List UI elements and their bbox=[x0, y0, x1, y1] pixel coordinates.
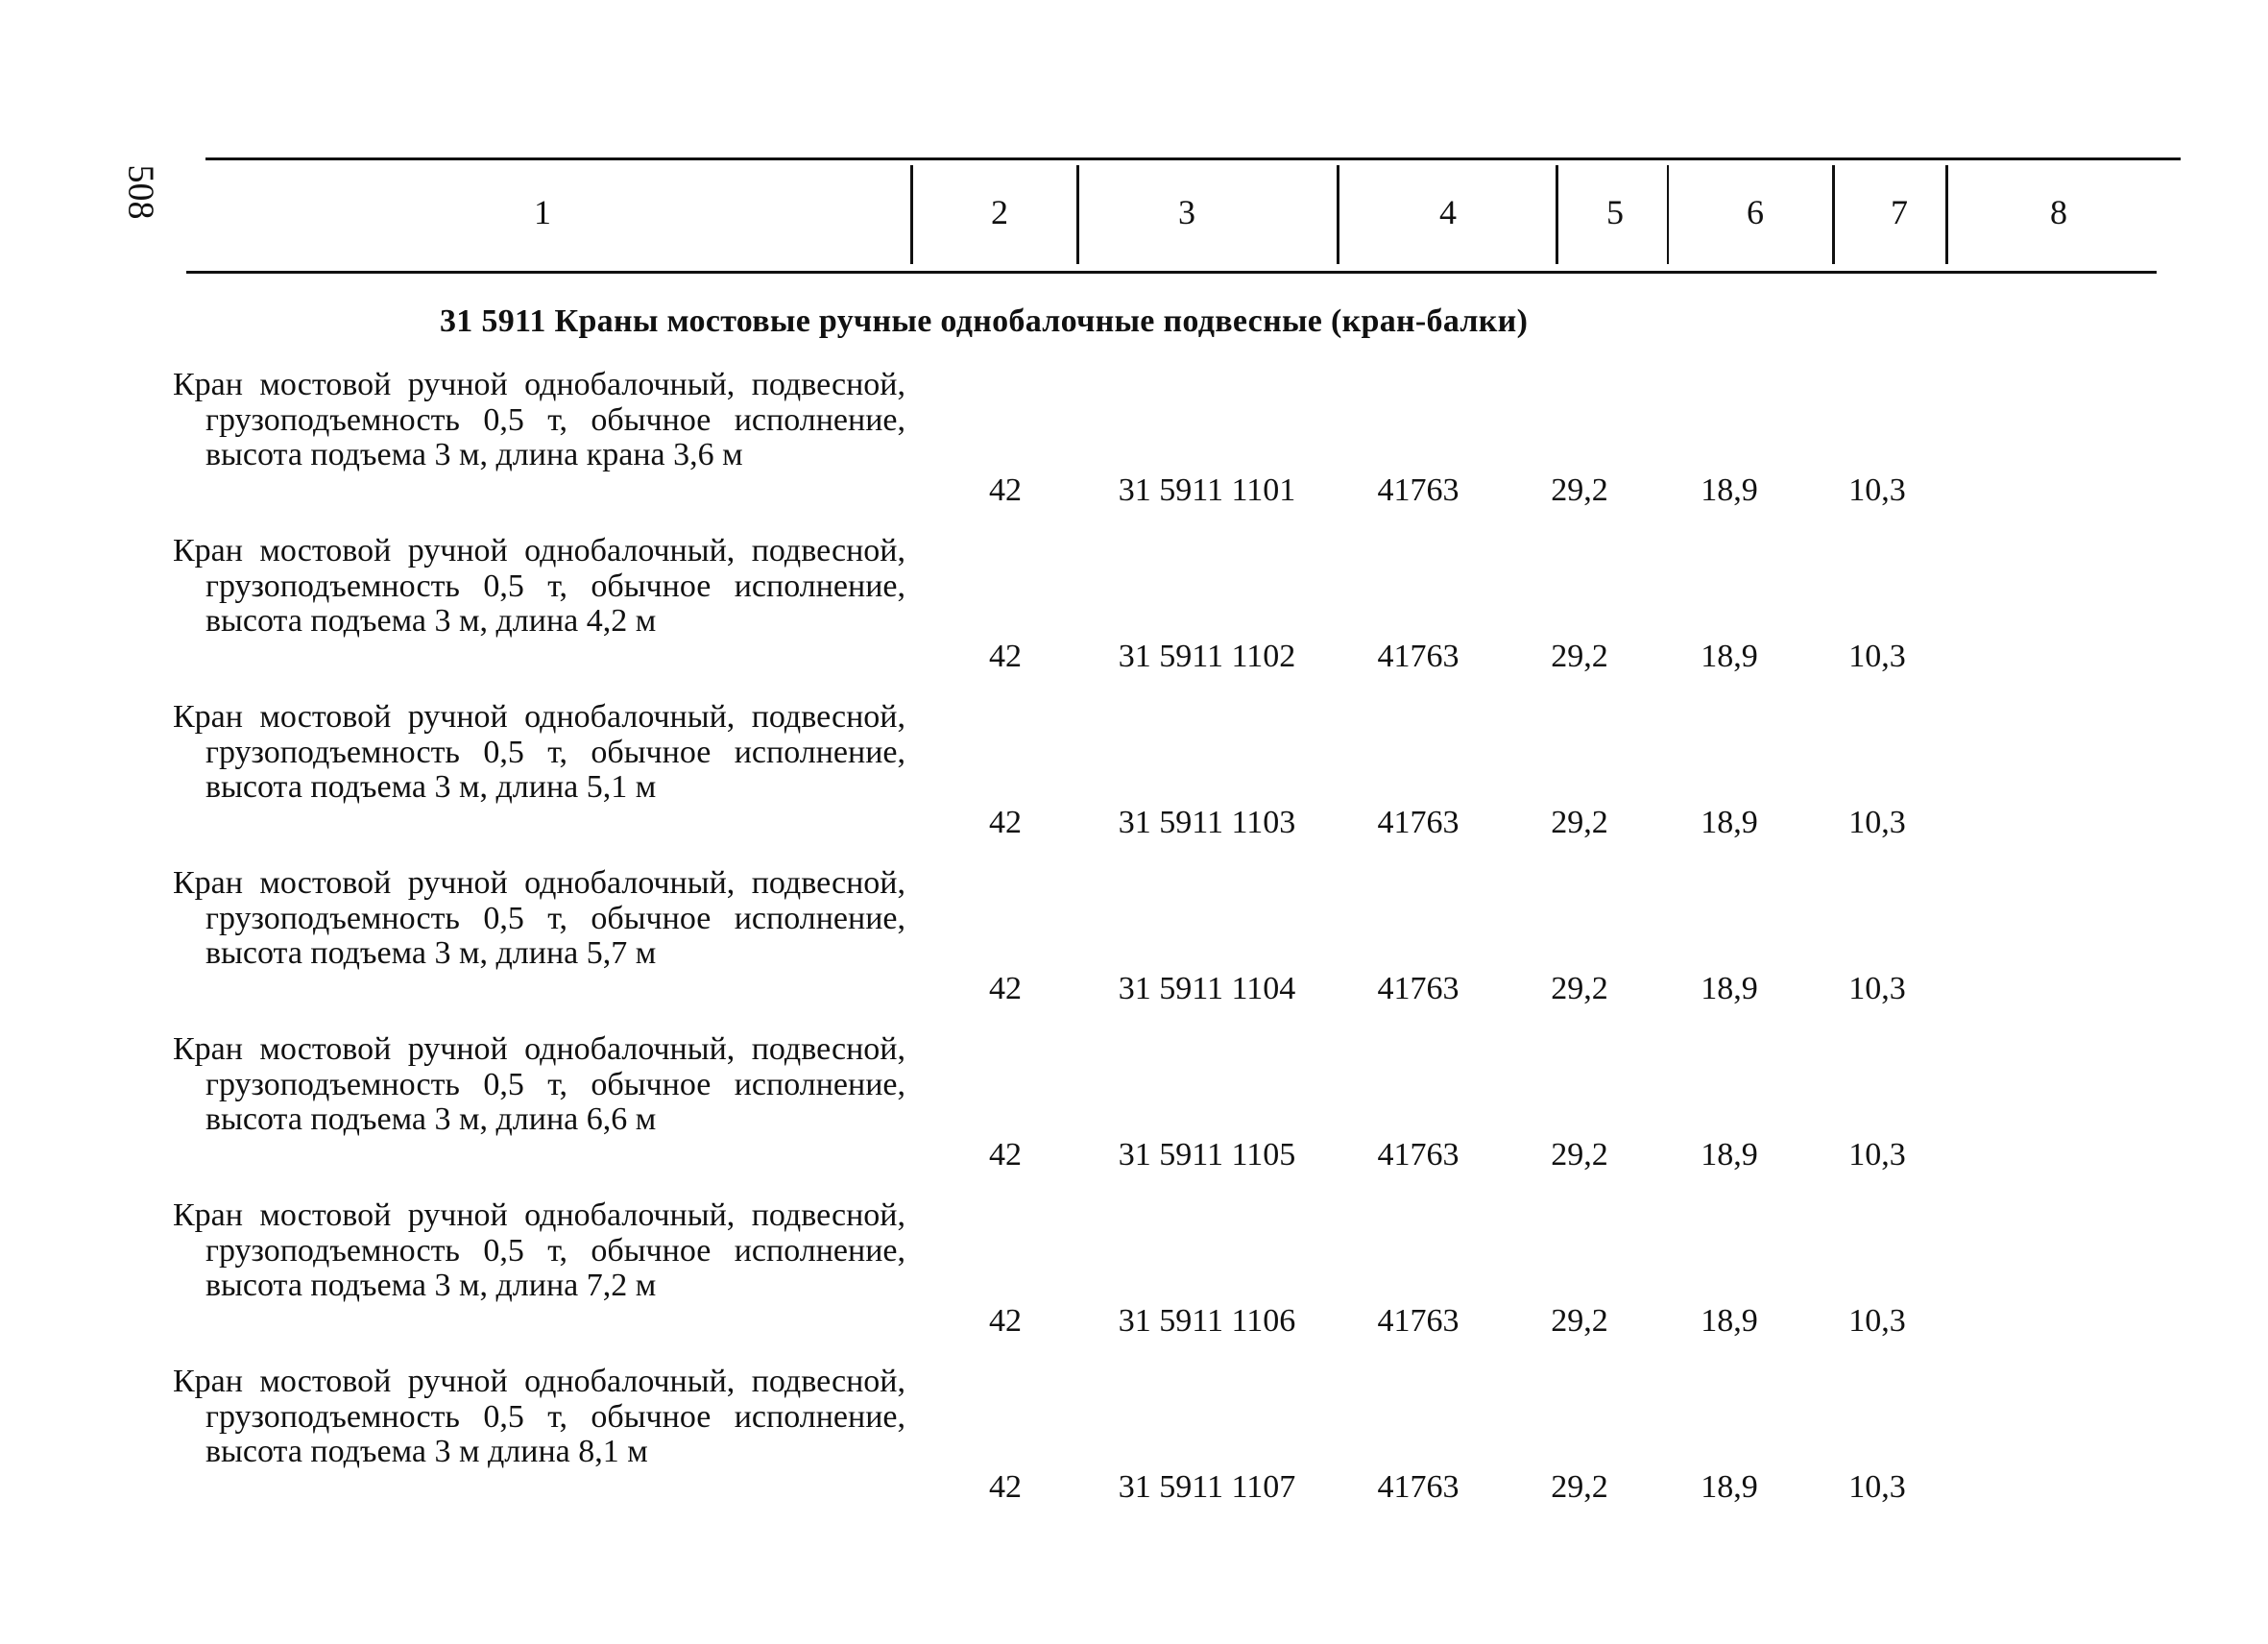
table-row bbox=[0, 1365, 2268, 1528]
cell-c6: 18,9 bbox=[1701, 639, 1758, 674]
cell-c6: 18,9 bbox=[1701, 971, 1758, 1006]
cell-c7: 10,3 bbox=[1848, 1137, 1906, 1173]
cell-c7: 10,3 bbox=[1848, 1469, 1906, 1505]
cell-c5: 29,2 bbox=[1551, 1137, 1608, 1173]
column-divider bbox=[1945, 165, 1948, 264]
table-row bbox=[0, 866, 2268, 1029]
row-description: Кран мостовой ручной однобалочный, подвесной, грузоподъемность 0,5 т, обычное исполнение, высота подъема 3 м длина 8,1 м bbox=[173, 1364, 905, 1470]
cell-c3: 31 5911 1106 bbox=[1118, 1303, 1296, 1339]
cell-c4: 41763 bbox=[1377, 1303, 1460, 1339]
cell-c7: 10,3 bbox=[1848, 971, 1906, 1006]
cell-c2: 42 bbox=[989, 805, 1022, 840]
row-description: Кран мостовой ручной однобалочный, подвесной, грузоподъемность 0,5 т, обычное исполнение, высота подъема 3 м, длина 4,2 м bbox=[173, 533, 905, 640]
column-header-1: 1 bbox=[534, 193, 551, 231]
header-top-rule bbox=[205, 157, 2181, 160]
cell-c6: 18,9 bbox=[1701, 472, 1758, 508]
cell-c3: 31 5911 1101 bbox=[1118, 472, 1296, 508]
cell-c3: 31 5911 1103 bbox=[1118, 805, 1296, 840]
section-title: 31 5911 Краны мостовые ручные однобалочные подвесные (кран-балки) bbox=[440, 303, 1529, 339]
cell-c7: 10,3 bbox=[1848, 639, 1906, 674]
table-row bbox=[0, 368, 2268, 531]
row-description: Кран мостовой ручной однобалочный, подвесной, грузоподъемность 0,5 т, обычное исполнение, высота подъема 3 м, длина 7,2 м bbox=[173, 1197, 905, 1304]
cell-c2: 42 bbox=[989, 1137, 1022, 1173]
column-header-8: 8 bbox=[2050, 193, 2067, 231]
table-row bbox=[0, 700, 2268, 863]
cell-c3: 31 5911 1107 bbox=[1118, 1469, 1296, 1505]
cell-c7: 10,3 bbox=[1848, 1303, 1906, 1339]
cell-c3: 31 5911 1102 bbox=[1118, 639, 1296, 674]
cell-c4: 41763 bbox=[1377, 971, 1460, 1006]
column-divider bbox=[1556, 165, 1558, 264]
cell-c2: 42 bbox=[989, 971, 1022, 1006]
cell-c5: 29,2 bbox=[1551, 639, 1608, 674]
row-description: Кран мостовой ручной однобалочный, подвесной, грузоподъемность 0,5 т, обычное исполнение, высота подъема 3 м, длина 5,7 м bbox=[173, 865, 905, 972]
cell-c5: 29,2 bbox=[1551, 1469, 1608, 1505]
cell-c2: 42 bbox=[989, 472, 1022, 508]
cell-c4: 41763 bbox=[1377, 1469, 1460, 1505]
cell-c4: 41763 bbox=[1377, 1137, 1460, 1173]
cell-c5: 29,2 bbox=[1551, 472, 1608, 508]
cell-c3: 31 5911 1105 bbox=[1118, 1137, 1296, 1173]
page-number: 508 bbox=[120, 164, 161, 220]
column-divider bbox=[1076, 165, 1079, 264]
column-divider bbox=[1832, 165, 1835, 264]
cell-c5: 29,2 bbox=[1551, 971, 1608, 1006]
table-row bbox=[0, 1198, 2268, 1362]
column-divider bbox=[1667, 165, 1669, 264]
cell-c2: 42 bbox=[989, 1303, 1022, 1339]
header-bottom-rule bbox=[186, 271, 2157, 274]
cell-c6: 18,9 bbox=[1701, 1469, 1758, 1505]
cell-c6: 18,9 bbox=[1701, 1137, 1758, 1173]
column-divider bbox=[910, 165, 913, 264]
cell-c6: 18,9 bbox=[1701, 805, 1758, 840]
cell-c3: 31 5911 1104 bbox=[1118, 971, 1296, 1006]
cell-c4: 41763 bbox=[1377, 805, 1460, 840]
column-header-3: 3 bbox=[1178, 193, 1195, 231]
cell-c7: 10,3 bbox=[1848, 472, 1906, 508]
cell-c2: 42 bbox=[989, 1469, 1022, 1505]
column-header-5: 5 bbox=[1606, 193, 1624, 231]
row-description: Кран мостовой ручной однобалочный, подвесной, грузоподъемность 0,5 т, обычное исполнение, высота подъема 3 м, длина 6,6 м bbox=[173, 1031, 905, 1138]
cell-c4: 41763 bbox=[1377, 472, 1460, 508]
cell-c4: 41763 bbox=[1377, 639, 1460, 674]
column-header-4: 4 bbox=[1439, 193, 1457, 231]
cell-c5: 29,2 bbox=[1551, 805, 1608, 840]
column-header-7: 7 bbox=[1891, 193, 1908, 231]
cell-c5: 29,2 bbox=[1551, 1303, 1608, 1339]
column-divider bbox=[1337, 165, 1339, 264]
column-header-2: 2 bbox=[991, 193, 1008, 231]
table-row bbox=[0, 534, 2268, 697]
row-description: Кран мостовой ручной однобалочный, подвесной, грузоподъемность 0,5 т, обычное исполнение, высота подъема 3 м, длина крана 3,6 м bbox=[173, 367, 905, 473]
table-row bbox=[0, 1032, 2268, 1196]
column-header-6: 6 bbox=[1747, 193, 1764, 231]
cell-c7: 10,3 bbox=[1848, 805, 1906, 840]
cell-c2: 42 bbox=[989, 639, 1022, 674]
row-description: Кран мостовой ручной однобалочный, подвесной, грузоподъемность 0,5 т, обычное исполнение, высота подъема 3 м, длина 5,1 м bbox=[173, 699, 905, 806]
cell-c6: 18,9 bbox=[1701, 1303, 1758, 1339]
